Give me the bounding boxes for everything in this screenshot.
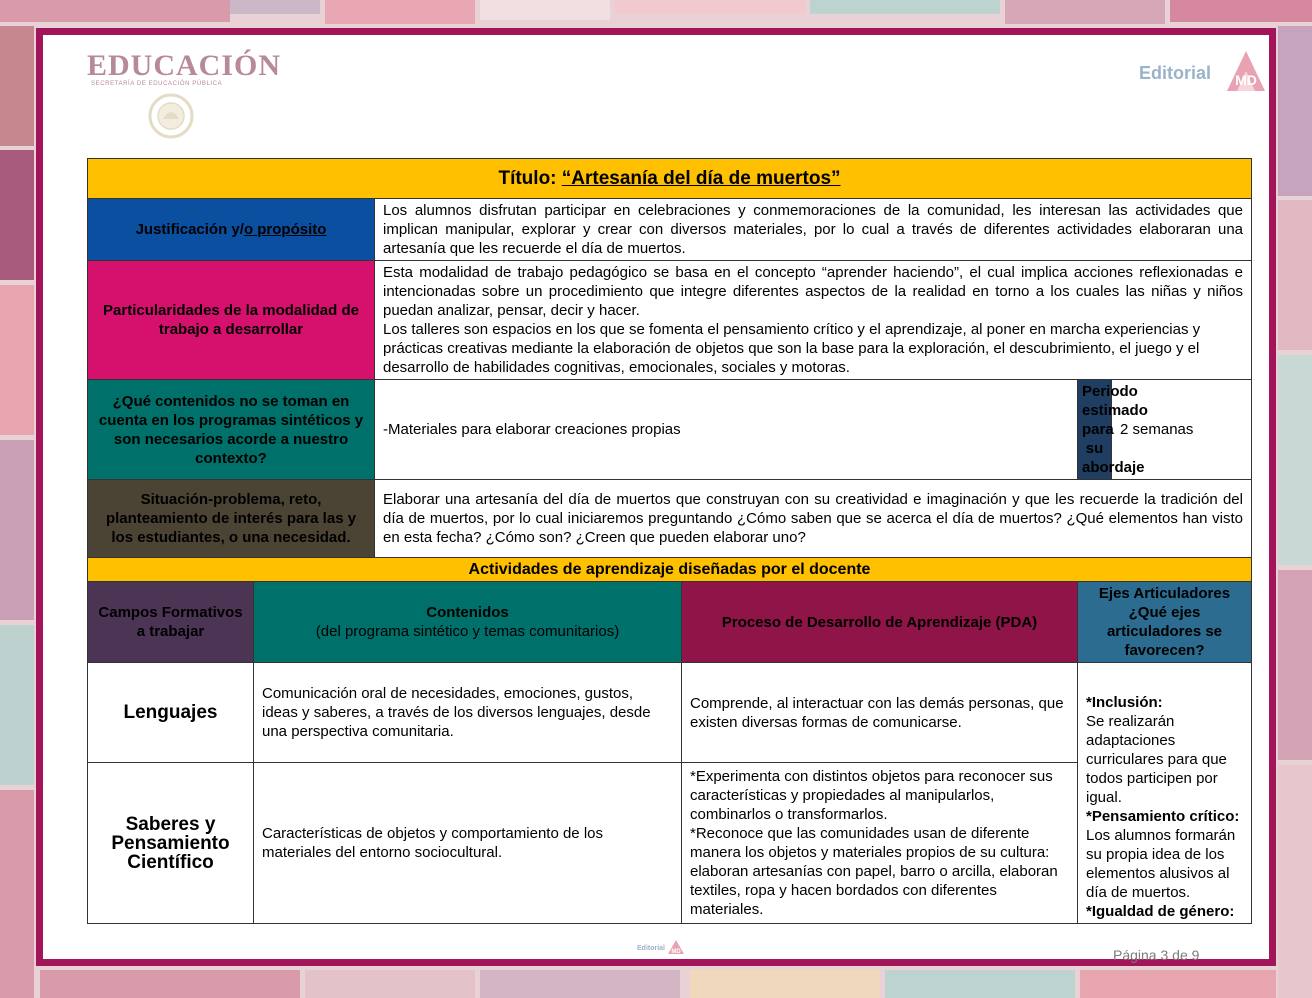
page-number: Página 3 de 9 [1113,947,1200,963]
axis-gender-title: *Igualdad de género: [1086,903,1235,920]
particularities-text [375,261,1252,380]
columns-header-row [88,582,1252,663]
title-cell [88,159,1252,199]
problem-label: Situación-problema, reto, planteamiento de interés para las y los estudiantes, o una necesidad. [88,480,375,558]
table-row [88,663,1252,763]
footer-editorial-text: Editorial [637,945,666,952]
pda-saberes-1: *Experimenta con distintos objetos para reconocer sus características y propiedades al manipularlos, combinarlos o transformarlos. [690,768,1053,824]
planning-table [87,158,1252,924]
sep-logo: EDUCACIÓN [87,49,282,82]
axis-critical-text: Los alumnos formarán su propia idea de los elementos alusivos al día de muertos. [1086,827,1236,901]
contents-label: ¿Qué contenidos no se toman en cuenta en los programas sintéticos y son necesarios acorde a nuestro contexto? [88,380,375,480]
pda-saberes [682,763,1078,924]
pda-saberes-2: *Reconoce que las comunidades usan de diferente manera los objetos y materiales propios de su cultura: elaboran artesanías con papel, barro o arcilla, elaboran textiles, ropa y hacen bordados con diferentes materiales. [690,825,1058,919]
col-axes-header: Ejes Articuladores ¿Qué ejes articuladores se favorecen? [1078,582,1252,663]
period-value: 2 semanas [1112,380,1252,480]
justification-label-a: Justificación y/ [135,221,244,238]
title-prefix: Título: [498,168,562,189]
contents-text: -Materiales para elaborar creaciones propias [375,380,1078,480]
activities-header-row [88,558,1252,582]
particularities-label: Particularidades de la modalidad de trabajo a desarrollar [88,261,375,380]
problem-row [88,480,1252,558]
col-pda-header: Proceso de Desarrollo de Aprendizaje (PDA) [682,582,1078,663]
justification-row [88,199,1252,261]
problem-text: Elaborar una artesanía del día de muertos que construyan con su creatividad e imaginación y que les recuerde la tradición del día de muertos, por lo cual iniciaremos preguntando ¿Cómo saben que se acerca el día de muertos? ¿Qué elementos han visto en esta fecha? ¿Cómo son? ¿Creen que pueden elaborar uno? [375,480,1252,558]
contents-row [88,380,1252,480]
justification-text: Los alumnos disfrutan participar en celebraciones y conmemoraciones de la comunidad, les interesan las actividades que implican manipular, explorar y crear con diversos materiales, por lo cual a través de diferentes actividades elaboraran una artesanía que les recuerde el día de muertos. [375,199,1252,261]
col-contents-header [254,582,682,663]
table-row [88,763,1252,924]
pda-lenguajes: Comprende, al interactuar con las demás personas, que existen diversas formas de comunicarse. [682,663,1078,763]
sep-logo-subtitle: SECRETARÍA DE EDUCACIÓN PÚBLICA [91,81,223,87]
content-lenguajes: Comunicación oral de necesidades, emociones, gustos, ideas y saberes, a través de los diversos lenguajes, desde una perspectiva comunitaria. [254,663,682,763]
particularities-paragraph-2: Los talleres son espacios en los que se fomenta el pensamiento crítico y el aprendizaje, al poner en marcha experiencias y prácticas creativas mediante la elaboración de objetos que son la base para la exploración, el descubrimiento, el juego y el desarrollo de habilidades cognitivas, emocionales, sociales y motoras. [383,321,1201,376]
svg-text:MD: MD [671,949,681,955]
justification-label-b: o propósito [243,221,327,238]
editorial-md-logo-icon [1223,47,1269,93]
col-contents-title: Contenidos [426,604,509,621]
national-seal-icon [143,91,199,141]
footer-md-logo-icon [667,939,685,955]
axis-critical-title: *Pensamiento crítico: [1086,808,1240,825]
axis-inclusion-title: *Inclusión: [1086,694,1163,711]
justification-label [88,199,375,261]
axis-inclusion-text: Se realizarán adaptaciones curriculares para que todos participen por igual. [1086,713,1227,806]
editorial-logo-text: Editorial [1139,63,1212,83]
axes-cell [1078,663,1252,924]
title-row [88,159,1252,199]
col-contents-subtitle: (del programa sintético y temas comunitarios) [315,623,620,640]
field-saberes: Saberes y Pensamiento Científico [88,763,254,924]
field-lenguajes: Lenguajes [88,663,254,763]
particularities-row [88,261,1252,380]
activities-header: Actividades de aprendizaje diseñadas por el docente [88,558,1252,582]
document-page [36,28,1276,966]
svg-text:MD: MD [1235,72,1257,88]
project-title: “Artesanía del día de muertos” [561,168,841,189]
content-saberes: Características de objetos y comportamiento de los materiales del entorno sociocultural. [254,763,682,924]
period-label: Periodo estimado para su abordaje [1078,380,1112,480]
particularities-paragraph-1: Esta modalidad de trabajo pedagógico se basa en el concepto “aprender haciendo”, el cual implica acciones reflexionadas e intencionadas sobre un procedimiento que integre diferentes aspectos de la realidad en torno a los cuales las niñas y niños puedan analizar, pensar, decir y hacer. [383,264,1243,319]
col-fields-header: Campos Formativos a trabajar [88,582,254,663]
